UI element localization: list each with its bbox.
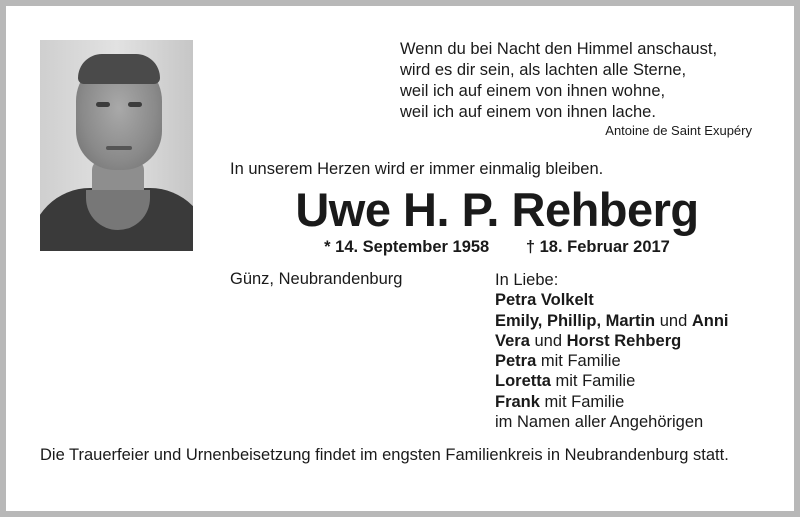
residence-place: Günz, Neubrandenburg	[230, 270, 403, 288]
photo-hair	[78, 54, 160, 84]
poem-quote	[400, 39, 770, 123]
intro-text: In unserem Herzen wird er immer einmalig bleiben.	[230, 160, 604, 178]
mourner-name: Emily, Phillip, Martin	[495, 311, 656, 330]
photo-eye-left	[96, 102, 110, 107]
life-dates	[230, 238, 764, 257]
poem-line: Wenn du bei Nacht den Himmel anschaust,	[400, 40, 718, 58]
mourner-line	[495, 351, 729, 371]
mourner-line	[495, 331, 729, 351]
poem-line: wird es dir sein, als lachten alle Sterne,	[400, 61, 687, 79]
mourner-name: Horst Rehberg	[566, 331, 682, 350]
death-date: † 18. Februar 2017	[525, 238, 670, 256]
poem-line: weil ich auf einem von ihnen lache.	[400, 103, 656, 121]
mourner-name: Petra Volkelt	[495, 291, 594, 310]
birth-date: * 14. September 1958	[324, 238, 490, 256]
mourner-name: Anni	[691, 311, 729, 330]
mourner-name: Petra	[495, 352, 537, 371]
mourner-line	[495, 392, 729, 412]
photo-eye-right	[128, 102, 142, 107]
poem-line: weil ich auf einem von ihnen wohne,	[400, 82, 666, 100]
mourner-name: Loretta	[495, 372, 551, 391]
portrait-photo	[40, 40, 193, 251]
mourner-name: Frank	[495, 392, 540, 411]
mourners-list	[495, 270, 729, 432]
mourners-closing: im Namen aller Angehörigen	[495, 413, 704, 432]
family-suffix: mit Familie	[555, 372, 636, 391]
connector-word: und	[659, 311, 688, 330]
photo-mouth	[106, 146, 132, 150]
mourner-line	[495, 371, 729, 391]
poem-author: Antoine de Saint Exupéry	[605, 123, 752, 138]
deceased-name: Uwe H. P. Rehberg	[295, 183, 699, 236]
family-suffix: mit Familie	[544, 392, 625, 411]
mourners-heading: In Liebe:	[495, 271, 559, 289]
mourner-name: Vera	[495, 331, 530, 350]
connector-word: und	[534, 331, 562, 350]
family-suffix: mit Familie	[540, 352, 621, 371]
mourner-line	[495, 311, 729, 331]
funeral-notice: Die Trauerfeier und Urnenbeisetzung findet im engsten Familienkreis in Neubrandenburg statt.	[40, 446, 729, 464]
mourner-line	[495, 290, 729, 310]
